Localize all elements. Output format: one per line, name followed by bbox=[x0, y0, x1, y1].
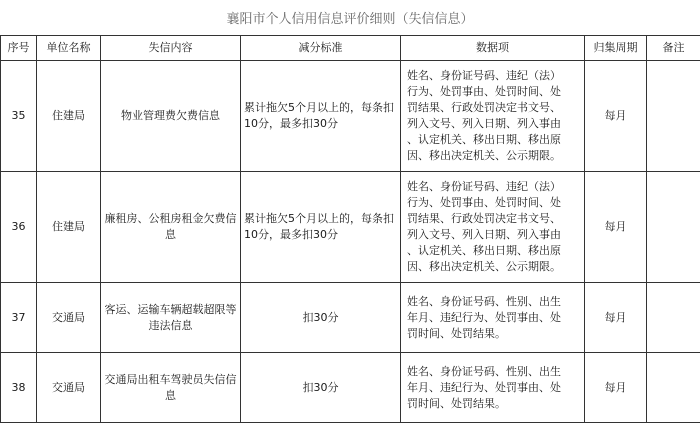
row-remark bbox=[647, 61, 700, 172]
col-header-fields: 数据项 bbox=[401, 36, 585, 61]
row-period: 每月 bbox=[585, 283, 647, 353]
field-line: 列入文号、列入日期、列入事由 bbox=[407, 228, 561, 241]
row-no: 36 bbox=[1, 172, 37, 283]
page-title: 襄阳市个人信用信息评价细则（失信信息） bbox=[226, 12, 474, 27]
col-header-remark: 备注 bbox=[647, 36, 700, 61]
row-no: 38 bbox=[1, 353, 37, 423]
col-header-unit: 单位名称 bbox=[37, 36, 101, 61]
table-row bbox=[1, 353, 700, 423]
row-content: 物业管理费欠费信息 bbox=[101, 61, 241, 172]
row-fields bbox=[401, 353, 585, 423]
header-row bbox=[1, 36, 700, 61]
field-line: 因、移出决定机关、公示期限。 bbox=[407, 149, 561, 162]
field-line: 罚时间、处罚结果。 bbox=[407, 396, 506, 410]
row-period: 每月 bbox=[585, 353, 647, 423]
row-no: 37 bbox=[1, 283, 37, 353]
row-remark bbox=[647, 283, 700, 353]
row-remark bbox=[647, 172, 700, 283]
row-standard: 累计拖欠5个月以上的，每条扣10分，最多扣30分 bbox=[241, 172, 401, 283]
field-line: 姓名、身份证号码、违纪（法） bbox=[407, 180, 561, 193]
row-standard: 扣30分 bbox=[241, 283, 401, 353]
field-line: 年月、违纪行为、处罚事由、处 bbox=[407, 310, 561, 324]
table-header bbox=[1, 36, 700, 61]
col-header-period: 归集周期 bbox=[585, 36, 647, 61]
field-line: 、认定机关、移出日期、移出原 bbox=[407, 244, 561, 257]
field-line: 因、移出决定机关、公示期限。 bbox=[407, 260, 561, 273]
credit-rules-table bbox=[0, 35, 700, 423]
field-line: 姓名、身份证号码、性别、出生 bbox=[407, 364, 561, 378]
field-line: 行为、处罚事由、处罚时间、处 bbox=[407, 196, 561, 209]
field-line: 罚结果、行政处罚决定书文号、 bbox=[407, 212, 561, 225]
table-row bbox=[1, 61, 700, 172]
field-line: 姓名、身份证号码、违纪（法） bbox=[407, 69, 561, 82]
field-line: 行为、处罚事由、处罚时间、处 bbox=[407, 85, 561, 98]
field-line: 罚结果、行政处罚决定书文号、 bbox=[407, 101, 561, 114]
row-standard: 扣30分 bbox=[241, 353, 401, 423]
row-content: 交通局出租车驾驶员失信信息 bbox=[101, 353, 241, 423]
row-fields bbox=[401, 172, 585, 283]
row-no: 35 bbox=[1, 61, 37, 172]
table-row bbox=[1, 172, 700, 283]
row-period: 每月 bbox=[585, 61, 647, 172]
field-line: 年月、违纪行为、处罚事由、处 bbox=[407, 380, 561, 394]
table-body bbox=[1, 61, 700, 423]
col-header-no: 序号 bbox=[1, 36, 37, 61]
row-period: 每月 bbox=[585, 172, 647, 283]
field-line: 罚时间、处罚结果。 bbox=[407, 326, 506, 340]
table-row bbox=[1, 283, 700, 353]
row-fields bbox=[401, 61, 585, 172]
col-header-standard: 减分标准 bbox=[241, 36, 401, 61]
field-line: 列入文号、列入日期、列入事由 bbox=[407, 117, 561, 130]
row-content: 客运、运输车辆超载超限等违法信息 bbox=[101, 283, 241, 353]
row-unit: 交通局 bbox=[37, 283, 101, 353]
row-unit: 住建局 bbox=[37, 172, 101, 283]
col-header-content: 失信内容 bbox=[101, 36, 241, 61]
row-unit: 住建局 bbox=[37, 61, 101, 172]
row-unit: 交通局 bbox=[37, 353, 101, 423]
row-content: 廉租房、公租房租金欠费信息 bbox=[101, 172, 241, 283]
row-standard: 累计拖欠5个月以上的，每条扣10分，最多扣30分 bbox=[241, 61, 401, 172]
row-remark bbox=[647, 353, 700, 423]
field-line: 、认定机关、移出日期、移出原 bbox=[407, 133, 561, 146]
field-line: 姓名、身份证号码、性别、出生 bbox=[407, 294, 561, 308]
row-fields bbox=[401, 283, 585, 353]
